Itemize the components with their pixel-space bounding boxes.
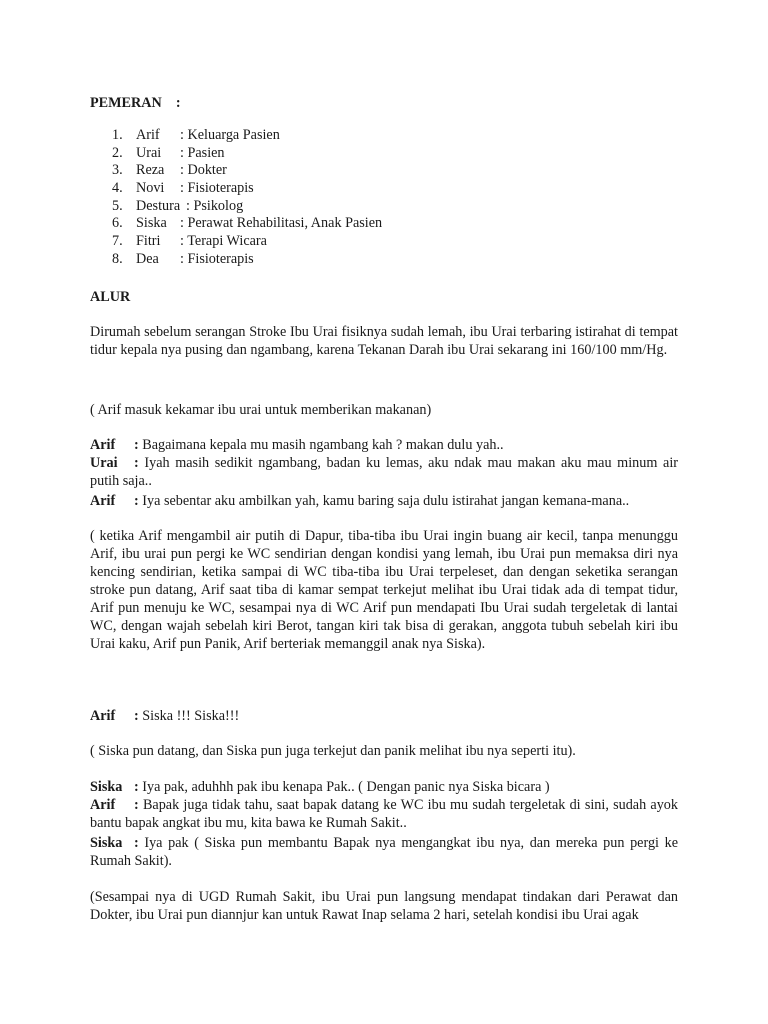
cast-number: 8. [112, 250, 123, 267]
dialogue-text: Bagaimana kepala mu masih ngambang kah ? makan dulu yah.. [142, 437, 504, 453]
speaker-name: Urai [90, 455, 118, 471]
dialogue-text: Siska !!! Siska!!! [142, 708, 240, 724]
cast-name: Urai [136, 144, 162, 161]
cast-name: Arif [136, 127, 160, 143]
cast-role: : Perawat Rehabilitasi, Anak Pasien [180, 215, 383, 232]
dialogue-line: Urai : Iyah masih sedikit ngambang, badan ku lemas, aku ndak mau makan aku mau minum air putih saja.. [90, 455, 678, 489]
cast-name: Destura [136, 197, 181, 214]
cast-number: 7. [112, 233, 123, 250]
cast-heading: PEMERAN : [90, 95, 181, 111]
cast-item [90, 232, 678, 250]
cast-role: : Keluarga Pasien [180, 127, 280, 143]
dialogue-line: Arif : Bapak juga tidak tahu, saat bapak datang ke WC ibu mu sudah tergeletak di sini, sudah ayok bantu bapak angkat ibu mu, kita bawa ke Rumah Sakit.. [90, 797, 678, 831]
cast-name: Dea [136, 250, 159, 267]
cast-number: 1. [112, 127, 123, 143]
dialogue-text: Bapak juga tidak tahu, saat bapak datang ke WC ibu mu sudah tergeletak di sini, sudah ayok bantu bapak angkat ibu mu, kita bawa ke Rumah Sakit.. [90, 797, 678, 831]
speaker-name: Arif [90, 797, 116, 813]
cast-role: : Psikolog [186, 197, 244, 214]
cast-name: Reza [136, 162, 165, 179]
paragraph: Dirumah sebelum serangan Stroke Ibu Urai fisiknya sudah lemah, ibu Urai terbaring istirahat di tempat tidur kepala nya pusing dan ngambang, karena Tekanan Darah ibu Urai sekarang ini 160/100 mm/Hg. [90, 324, 678, 358]
cast-role: : Pasien [180, 144, 225, 161]
cast-role: : Fisioterapis [180, 250, 254, 267]
dialogue-line: Arif : Siska !!! Siska!!! [90, 708, 240, 724]
paragraph: (Sesampai nya di UGD Rumah Sakit, ibu Urai pun langsung mendapat tindakan dari Perawat dan Dokter, ibu Urai pun diannjur kan untuk Rawat Inap selama 2 hari, setelah kondisi ibu Urai agak [90, 889, 678, 923]
cast-item [90, 179, 678, 197]
speaker-name: Siska [90, 779, 123, 795]
dialogue-line: Arif : Iya sebentar aku ambilkan yah, kamu baring saja dulu istirahat jangan kemana-mana.. [90, 493, 630, 509]
dialogue-text: Iya sebentar aku ambilkan yah, kamu baring saja dulu istirahat jangan kemana-mana.. [142, 493, 630, 509]
dialogue-line: Arif : Bagaimana kepala mu masih ngambang kah ? makan dulu yah.. [90, 437, 504, 453]
dialogue-text: Iya pak ( Siska pun membantu Bapak nya mengangkat ibu nya, dan mereka pun pergi ke Rumah Sakit). [90, 835, 678, 869]
cast-item [90, 197, 678, 215]
cast-item [90, 214, 678, 232]
cast-name: Fitri [136, 233, 161, 250]
cast-role: : Dokter [180, 162, 227, 179]
dialogue-text: Iya pak, aduhhh pak ibu kenapa Pak.. ( Dengan panic nya Siska bicara ) [142, 779, 550, 795]
dialogue-text: Iyah masih sedikit ngambang, badan ku lemas, aku ndak mau makan aku mau minum air putih saja.. [90, 455, 678, 489]
cast-item [90, 250, 678, 268]
stage-direction: ( Arif masuk kekamar ibu urai untuk memberikan makanan) [90, 402, 432, 418]
cast-number: 6. [112, 215, 123, 232]
cast-name: Novi [136, 180, 165, 197]
cast-item [90, 126, 678, 144]
speaker-name: Arif [90, 437, 116, 453]
speaker-name: Arif [90, 708, 116, 724]
cast-item [90, 161, 678, 179]
cast-number: 3. [112, 162, 123, 179]
cast-role: : Fisioterapis [180, 180, 254, 197]
cast-number: 5. [112, 197, 123, 214]
cast-role: : Terapi Wicara [180, 233, 267, 250]
plot-heading: ALUR [90, 289, 131, 305]
speaker-name: Arif [90, 493, 116, 509]
cast-number: 4. [112, 180, 123, 197]
cast-name: Siska [136, 215, 167, 232]
paragraph: ( ketika Arif mengambil air putih di Dapur, tiba-tiba ibu Urai ingin buang air kecil, tanpa menunggu Arif, ibu urai pun pergi ke WC sendirian dengan kondisi yang lemah, ibu Urai pun memaksa diri nya kencing sendirian, ketika sampai di WC tiba-tiba ibu Urai terpeleset, dan dengan seketika serangan stroke pun datang, Arif saat tiba di kamar sempat terkejut melihat ibu Urai tidak ada di tempat tidur, Arif pun menuju ke WC, sesampai nya di WC Arif pun mendapati Ibu Urai sudah tergeletak di lantai WC, dengan wajah sebelah kiri Berot, tangan kiri tak bisa di gerakan, anggota tubuh sebelah kiri ibu Urai kaku, Arif pun Panik, Arif berteriak memanggil anak nya Siska). [90, 528, 678, 652]
dialogue-line: Siska : Iya pak, aduhhh pak ibu kenapa Pak.. ( Dengan panic nya Siska bicara ) [90, 779, 550, 795]
cast-item [90, 144, 678, 162]
dialogue-line: Siska : Iya pak ( Siska pun membantu Bapak nya mengangkat ibu nya, dan mereka pun pergi ke Rumah Sakit). [90, 835, 678, 869]
speaker-name: Siska [90, 835, 123, 851]
cast-number: 2. [112, 144, 123, 161]
stage-direction: ( Siska pun datang, dan Siska pun juga terkejut dan panik melihat ibu nya seperti itu). [90, 743, 576, 759]
cast-list [90, 126, 678, 268]
